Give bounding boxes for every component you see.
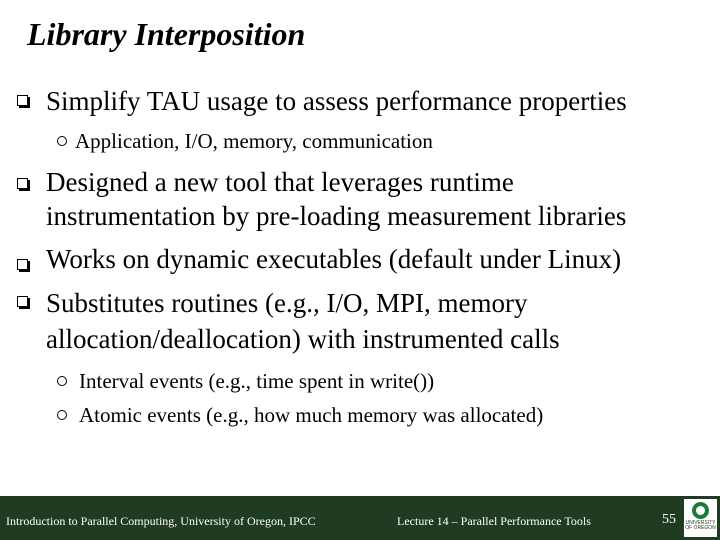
footer-bar	[0, 496, 720, 540]
bullet-line: allocation/deallocation) with instrumented calls	[46, 324, 560, 354]
slide-title: Library Interposition	[27, 16, 306, 52]
circle-bullet-icon	[57, 136, 67, 146]
square-bullet-icon	[17, 178, 28, 189]
bullet-line: instrumentation by pre-loading measurement libraries	[46, 201, 627, 231]
university-logo-icon	[684, 499, 717, 537]
bullet-line: Substitutes routines (e.g., I/O, MPI, memory	[46, 288, 528, 318]
sub-bullet-line: Interval events (e.g., time spent in write())	[79, 369, 435, 393]
circle-bullet-icon	[57, 410, 67, 420]
sub-bullet-line: Atomic events (e.g., how much memory was allocated)	[79, 403, 544, 427]
circle-bullet-icon	[57, 376, 67, 386]
bullet-line: Works on dynamic executables (default under Linux)	[46, 244, 622, 274]
sub-bullet-line: Application, I/O, memory, communication	[75, 129, 433, 153]
logo-o-mark	[692, 502, 709, 519]
logo-text-line: OF OREGON	[685, 525, 716, 531]
logo-text-line: UNIVERSITY	[685, 520, 716, 526]
square-bullet-icon	[17, 296, 28, 307]
page-number: 55	[662, 512, 676, 527]
square-bullet-icon	[17, 259, 28, 270]
footer-lecture-text: Lecture 14 – Parallel Performance Tools	[397, 514, 591, 528]
bullet-line: Designed a new tool that leverages runtime	[46, 167, 514, 197]
footer-course-text: Introduction to Parallel Computing, University of Oregon, IPCC	[6, 514, 316, 528]
bullet-line: Simplify TAU usage to assess performance properties	[46, 86, 627, 116]
square-bullet-icon	[17, 95, 28, 106]
logo-text	[684, 521, 717, 531]
